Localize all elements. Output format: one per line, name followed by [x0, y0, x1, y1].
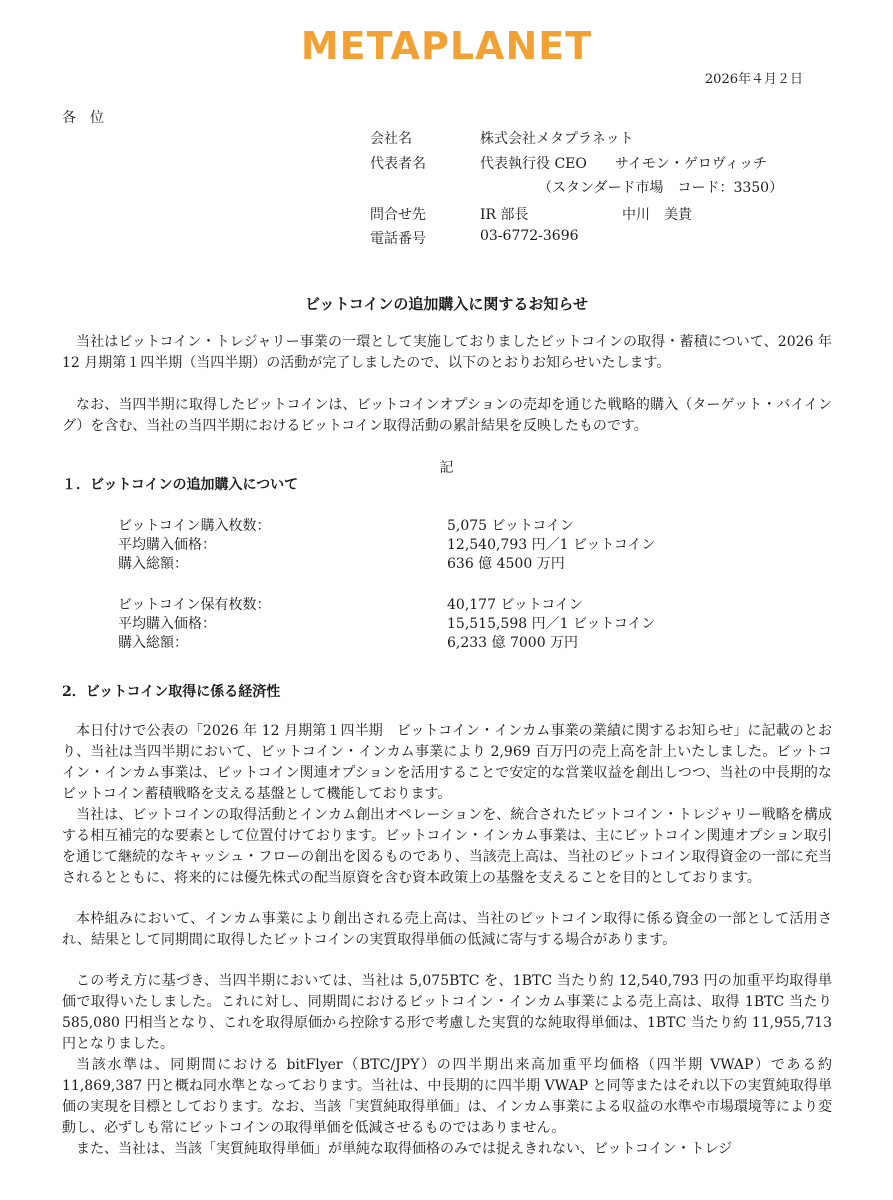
intro-paragraph-2: なお、当四半期に取得したビットコインは、ビットコインオプションの売却を通じた戦略的購入（ターゲット・バイイング）を含む、当社の当四半期におけるビットコイン取得活動の累計結果を反映したものです。: [62, 397, 832, 434]
purchase-avg-price-label: 平均購入価格：: [118, 537, 216, 553]
section-2-heading: 2．ビットコイン取得に係る経済性: [62, 684, 281, 700]
holdings-count-label: ビットコイン保有枚数：: [118, 597, 271, 613]
purchase-avg-price-value: 12,540,793 円／1 ビットコイン: [447, 537, 656, 553]
phone-value: 03-6772-3696: [480, 228, 579, 244]
intro-paragraph-1: 当社はビットコイン・トレジャリー事業の一環として実施しておりましたビットコインの取得・蓄積について、2026 年 12 月期第１四半期（当四半期）の活動が完了しましたので、以下のとおりお知らせいたします。: [62, 334, 832, 371]
contact-department: IR 部長: [480, 207, 529, 223]
holdings-avg-price-label: 平均購入価格：: [118, 616, 216, 632]
document-date: 2026年４月２日: [704, 72, 803, 87]
representative-label: 代表者名: [370, 156, 426, 172]
economics-paragraph-4: この考え方に基づき、当四半期においては、当社は 5,075BTC を、1BTC 当たり約 12,540,793 円の加重平均取得単価で取得いたしました。これに対し、同期間におけるビットコイン・インカム事業による売上高は、取得 1BTC 当たり 585,080 円相当となり、これを取得原価から控除する形で考慮した実質的な純取得単価は、1BTC 当たり約 11,955,713 円となりました。: [62, 973, 832, 1052]
purchase-total-value: 636 億 4500 万円: [447, 556, 565, 572]
economics-paragraph-6: また、当社は、当該「実質純取得単価」が単純な取得価格のみでは捉えきれない、ビットコイン・トレジ: [76, 1141, 733, 1157]
contact-label: 問合せ先: [370, 207, 426, 223]
economics-paragraph-2: 当社は、ビットコインの取得活動とインカム創出オペレーションを、統合されたビットコイン・トレジャリー戦略を構成する相互補完的な要素として位置付けております。ビットコイン・インカム事業は、主にビットコイン関連オプション取引を通じて継続的なキャッシュ・フローの創出を図るものであり、当該売上高は、当社のビットコイン取得資金の一部に充当されるとともに、将来的には優先株式の配当原資を含む資本政策上の基盤を支えることを目的としております。: [62, 807, 832, 886]
section-1-heading: １．ビットコインの追加購入について: [62, 477, 299, 493]
purchase-count-value: 5,075 ビットコイン: [447, 518, 574, 534]
company-name-label: 会社名: [370, 131, 412, 147]
holdings-total-label: 購入総額：: [118, 635, 188, 651]
purchase-total-label: 購入総額：: [118, 556, 188, 572]
economics-paragraph-1: 本日付けで公表の「2026 年 12 月期第１四半期 ビットコイン・インカム事業の業績に関するお知らせ」に記載のとおり、当社は当四半期において、ビットコイン・インカム事業により 2,969 百万円の売上高を計上いたしました。ビットコイン・インカム事業は、ビットコイン関連オプションを活用することで安定的な営業収益を創出しつつ、当社の中長期的なビットコイン蓄積戦略を支える基盤として機能しております。: [62, 723, 832, 802]
company-name-value: 株式会社メタプラネット: [480, 131, 634, 147]
purchase-count-label: ビットコイン購入枚数：: [118, 518, 271, 534]
market-code: （スタンダード市場 コード：3350）: [538, 180, 784, 196]
addressee: 各位: [62, 110, 118, 126]
economics-paragraph-5: 当該水準は、同期間における bitFlyer（BTC/JPY）の四半期出来高加重平均価格（四半期 VWAP）である約 11,869,387 円と概ね同水準となっております。当社は、中長期的に四半期 VWAP と同等またはそれ以下の実質純取得単価の実現を目標としております。なお、当該「実質純取得単価」は、インカム事業による収益の水準や市場環境等により変動し、必ずしも常にビットコインの取得単価を低減させるものではありません。: [62, 1057, 832, 1136]
company-logo: METAPLANET: [300, 24, 593, 68]
contact-person: 中川 美貴: [622, 207, 692, 223]
holdings-avg-price-value: 15,515,598 円／1 ビットコイン: [447, 616, 656, 632]
phone-label: 電話番号: [370, 231, 426, 247]
economics-paragraph-3: 本枠組みにおいて、インカム事業により創出される売上高は、当社のビットコイン取得に係る資金の一部として活用され、結果として同期間に取得したビットコインの実質取得単価の低減に寄与する場合があります。: [62, 911, 832, 948]
ki-marker: 記: [439, 460, 454, 476]
representative-value: 代表執行役 CEO サイモン・ゲロヴィッチ: [480, 156, 768, 172]
holdings-count-value: 40,177 ビットコイン: [447, 597, 583, 613]
document-title: ビットコインの追加購入に関するお知らせ: [305, 295, 588, 313]
holdings-total-value: 6,233 億 7000 万円: [447, 635, 579, 651]
